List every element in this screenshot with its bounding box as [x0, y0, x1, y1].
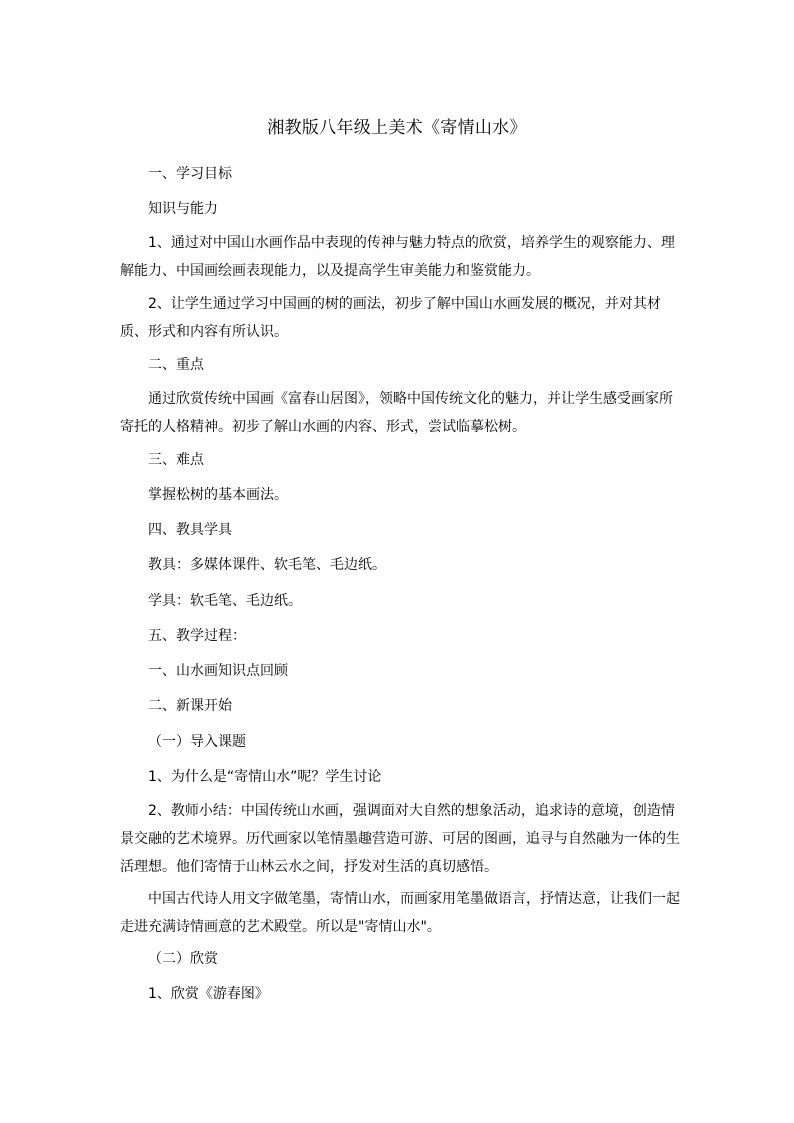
- appreciation-item-1: 1、欣赏《游春图》: [148, 986, 269, 1002]
- section-heading-objectives: 一、学习目标: [148, 166, 232, 182]
- subheading-introduction: （一）导入课题: [148, 734, 246, 750]
- teacher-materials: 教具：多媒体课件、软毛笔、毛边纸。: [148, 557, 386, 573]
- process-step-new-lesson: 二、新课开始: [148, 698, 232, 714]
- section-heading-key-points: 二、重点: [148, 357, 204, 373]
- student-materials: 学具：软毛笔、毛边纸。: [148, 593, 302, 609]
- subheading-knowledge-ability: 知识与能力: [148, 201, 218, 217]
- difficulties-text: 掌握松树的基本画法。: [148, 487, 288, 503]
- key-points-text: 通过欣赏传统中国画《富春山居图》，领略中国传统文化的魅力，并让学生感受画家所寄托的人格精神。初步了解山水画的内容、形式，尝试临摹松树。: [120, 391, 673, 435]
- objective-item-1: 1、通过对中国山水画作品中表现的传神与魅力特点的欣赏，培养学生的观察能力、理解能力、中国画绘画表现能力，以及提高学生审美能力和鉴赏能力。: [120, 235, 675, 279]
- introduction-question: 1、为什么是“寄情山水”呢？学生讨论: [148, 769, 382, 785]
- section-heading-difficulties: 三、难点: [148, 452, 204, 468]
- objective-item-2: 2、让学生通过学习中国画的树的画法，初步了解中国山水画发展的概况，并对其材质、形式和内容有所认识。: [120, 296, 661, 340]
- section-heading-process: 五、教学过程：: [148, 628, 246, 644]
- teacher-summary: 2、教师小结：中国传统山水画，强调面对大自然的想象活动，追求诗的意境，创造情景交融的艺术境界。历代画家以笔情墨趣营造可游、可居的图画，追寻与自然融为一体的生活理想。他们寄情于山林云水之间，抒发对生活的真切感悟。: [120, 803, 680, 875]
- section-heading-materials: 四、教具学具: [148, 522, 232, 538]
- poets-and-painters-text: 中国古代诗人用文字做笔墨，寄情山水，而画家用笔墨做语言，抒情达意，让我们一起走进充满诗情画意的艺术殿堂。所以是"寄情山水"。: [120, 891, 680, 935]
- process-step-review: 一、山水画知识点回顾: [148, 663, 288, 679]
- subheading-appreciation: （二）欣赏: [148, 951, 218, 967]
- document-title: 湘教版八年级上美术《寄情山水》: [267, 118, 527, 138]
